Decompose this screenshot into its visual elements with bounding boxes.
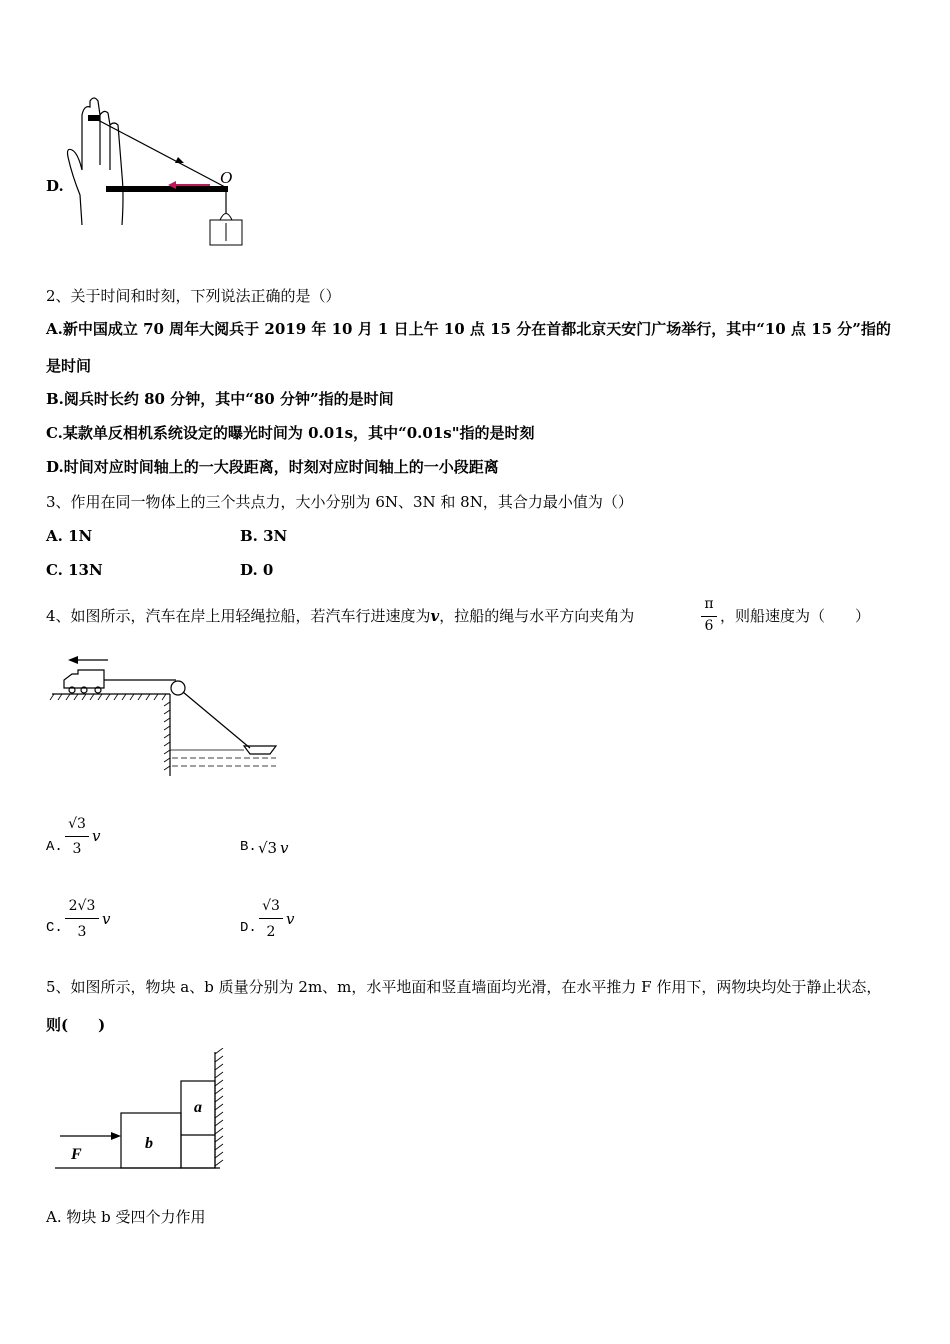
- q4-option-a-label: A.: [46, 839, 63, 855]
- q2-stem: 2、关于时间和时刻，下列说法正确的是（）: [46, 287, 341, 305]
- block-a-label: a: [194, 1099, 202, 1116]
- car-arrowhead: [68, 656, 78, 664]
- force-f-arrowhead: [111, 1132, 121, 1140]
- water-lines: [170, 750, 276, 766]
- ground-hatch: [50, 694, 166, 700]
- blocks-wall-figure: [55, 1048, 240, 1173]
- force-f-label: F: [71, 1146, 82, 1163]
- q5-option-a: A. 物块 b 受四个力作用: [46, 1208, 206, 1226]
- q2-option-a-line1: A.新中国成立 70 周年大阅兵于 2019 年 10 月 1 日上午 10 点 15 分在首都北京天安门广场举行，其中“10 点 15 分”指的: [46, 320, 891, 338]
- q3-option-a: A. 1N: [46, 527, 93, 545]
- q4-option-d-numerator: √3: [262, 898, 280, 914]
- q1-option-d-label: D.: [46, 177, 64, 195]
- hook: [220, 214, 232, 221]
- q5-stem-line1: 5、如图所示，物块 a、b 质量分别为 2m、m，水平地面和竖直墙面均光滑，在水平推力 F 作用下，两物块均处于静止状态，: [46, 978, 882, 996]
- q4-angle-numerator: π: [704, 596, 714, 612]
- q4-option-d-denominator: 2: [266, 924, 276, 940]
- q4-option-d-var: v: [286, 910, 295, 928]
- q4-option-b-var: v: [280, 839, 289, 857]
- q4-option-c-bar: [65, 918, 99, 919]
- q2-option-d: D.时间对应时间轴上的一大段距离，时刻对应时间轴上的一小段距离: [46, 458, 499, 476]
- q4-stem: [46, 606, 634, 626]
- q4-angle-denominator: 6: [704, 618, 714, 634]
- car: [64, 670, 104, 693]
- rope-slanted: [183, 692, 250, 748]
- q4-stem-pre: 4、如图所示，汽车在岸上用轻绳拉船，若汽车行进速度为: [46, 607, 431, 625]
- lever-bar: [106, 186, 228, 192]
- q4-option-d-label: D.: [240, 920, 257, 936]
- q4-option-d-bar: [259, 918, 283, 919]
- q3-option-b: B. 3N: [240, 527, 288, 545]
- q4-option-a-denominator: 3: [72, 841, 82, 857]
- q4-option-b-label: B.: [240, 839, 257, 855]
- q4-option-c-label: C.: [46, 920, 63, 936]
- q4-option-a-numerator: √3: [68, 816, 86, 832]
- q4-option-a-var: v: [92, 827, 101, 845]
- wall-hatch: [164, 702, 170, 770]
- q3-option-c: C. 13N: [46, 561, 103, 579]
- q4-stem-var: v: [430, 607, 440, 625]
- block-b-label: b: [145, 1135, 153, 1152]
- q4-angle-bar: [701, 616, 717, 617]
- block-a: [181, 1081, 215, 1168]
- q2-option-c: C.某款单反相机系统设定的曝光时间为 0.01s，其中“0.01s"指的是时刻: [46, 424, 535, 442]
- point-o-label: O: [220, 168, 233, 187]
- car-boat-figure: [48, 648, 283, 783]
- q4-option-b-expr: √3: [258, 839, 278, 857]
- q4-option-c-var: v: [102, 910, 111, 928]
- wall-hatch: [215, 1048, 223, 1166]
- q4-option-c-numerator: 2√3: [68, 898, 96, 914]
- string-arrow: [175, 157, 184, 163]
- q2-option-b: B.阅兵时长约 80 分钟，其中“80 分钟”指的是时间: [46, 390, 394, 408]
- q3-stem: 3、作用在同一物体上的三个共点力，大小分别为 6N、3N 和 8N，其合力最小值为（）: [46, 493, 633, 511]
- q3-option-d: D. 0: [240, 561, 274, 579]
- q5-stem-line2: 则( ): [46, 1016, 106, 1034]
- q4-option-a-bar: [65, 836, 89, 837]
- q2-option-a-line2: 是时间: [46, 357, 92, 375]
- hand-lever-figure: [60, 95, 260, 250]
- string-line: [96, 119, 225, 187]
- q4-stem-mid: ，拉船的绳与水平方向夹角为: [439, 607, 635, 625]
- q4-option-c-denominator: 3: [77, 924, 87, 940]
- pulley: [171, 681, 185, 695]
- q4-stem-post: ，则船速度为（ ）: [720, 607, 871, 625]
